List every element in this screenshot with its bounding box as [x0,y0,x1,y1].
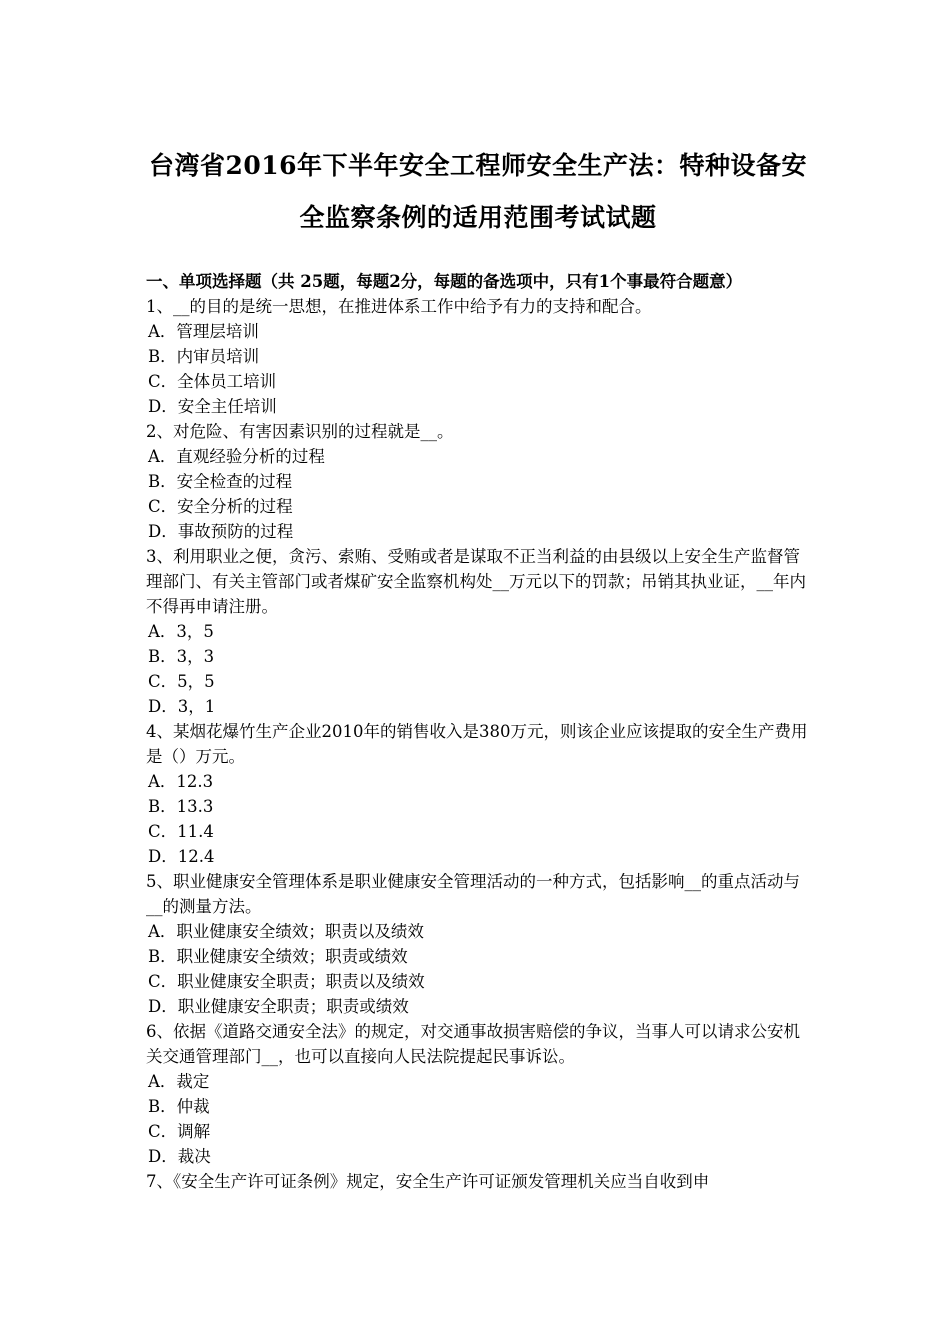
answer-option: A．直观经验分析的过程 [148,447,325,466]
answer-option: A．管理层培训 [148,322,259,341]
answer-option: C．5，5 [148,672,215,691]
answer-option: C．安全分析的过程 [148,497,293,516]
answer-option: B．职业健康安全绩效；职责或绩效 [148,947,408,966]
question-list [146,294,810,1194]
question-stem: 2、对危险、有害因素识别的过程就是__。 [146,422,454,441]
question-stem: 5、职业健康安全管理体系是职业健康安全管理活动的一种方式，包括影响__的重点活动与__的测量方法。 [146,872,800,916]
title-line-2: 全监察条例的适用范围考试试题 [299,203,657,232]
answer-option: C．调解 [148,1122,211,1141]
answer-option: D．3，1 [148,697,216,716]
answer-option: A．裁定 [148,1072,210,1091]
question-stem: 7、《安全生产许可证条例》规定，安全生产许可证颁发管理机关应当自收到申 [146,1172,710,1191]
answer-option: B．仲裁 [148,1097,210,1116]
question [146,1169,810,1194]
answer-option: C．职业健康安全职责；职责以及绩效 [148,972,425,991]
option-list [146,1069,810,1169]
answer-option: D．裁决 [148,1147,211,1166]
option-list [146,619,810,719]
question-stem: 4、某烟花爆竹生产企业2010年的销售收入是380万元，则该企业应该提取的安全生产费用是（）万元。 [146,722,808,766]
question-stem: 1、__的目的是统一思想，在推进体系工作中给予有力的支持和配合。 [146,297,652,316]
option-list [146,919,810,1019]
option-list [146,319,810,419]
question [146,869,810,1019]
answer-option: B．13.3 [148,797,214,816]
question [146,294,810,419]
answer-option: A．3，5 [148,622,214,641]
document-title [146,0,810,244]
answer-option: A．职业健康安全绩效；职责以及绩效 [148,922,424,941]
option-list [146,769,810,869]
question-stem: 6、依据《道路交通安全法》的规定，对交通事故损害赔偿的争议，当事人可以请求公安机关交通管理部门__，也可以直接向人民法院提起民事诉讼。 [146,1022,800,1066]
answer-option: D．职业健康安全职责；职责或绩效 [148,997,409,1016]
answer-option: A．12.3 [148,772,214,791]
question-stem: 3、利用职业之便，贪污、索贿、受贿或者是谋取不正当利益的由县级以上安全生产监督管理部门、有关主管部门或者煤矿安全监察机构处__万元以下的罚款；吊销其执业证，__年内不得再申请注册。 [146,547,806,616]
question [146,544,810,719]
question [146,1019,810,1169]
title-line-1: 台湾省2016年下半年安全工程师安全生产法：特种设备安 [148,151,808,180]
answer-option: C．11.4 [148,822,214,841]
answer-option: B．安全检查的过程 [148,472,293,491]
answer-option: D．安全主任培训 [148,397,277,416]
answer-option: B．3，3 [148,647,215,666]
question [146,419,810,544]
option-list [146,444,810,544]
answer-option: D．12.4 [148,847,215,866]
answer-option: B．内审员培训 [148,347,260,366]
section-heading: 一、单项选择题（共 25题，每题2分，每题的备选项中，只有1个事最符合题意） [146,272,743,291]
answer-option: D．事故预防的过程 [148,522,294,541]
answer-option: C．全体员工培训 [148,372,277,391]
question [146,719,810,869]
